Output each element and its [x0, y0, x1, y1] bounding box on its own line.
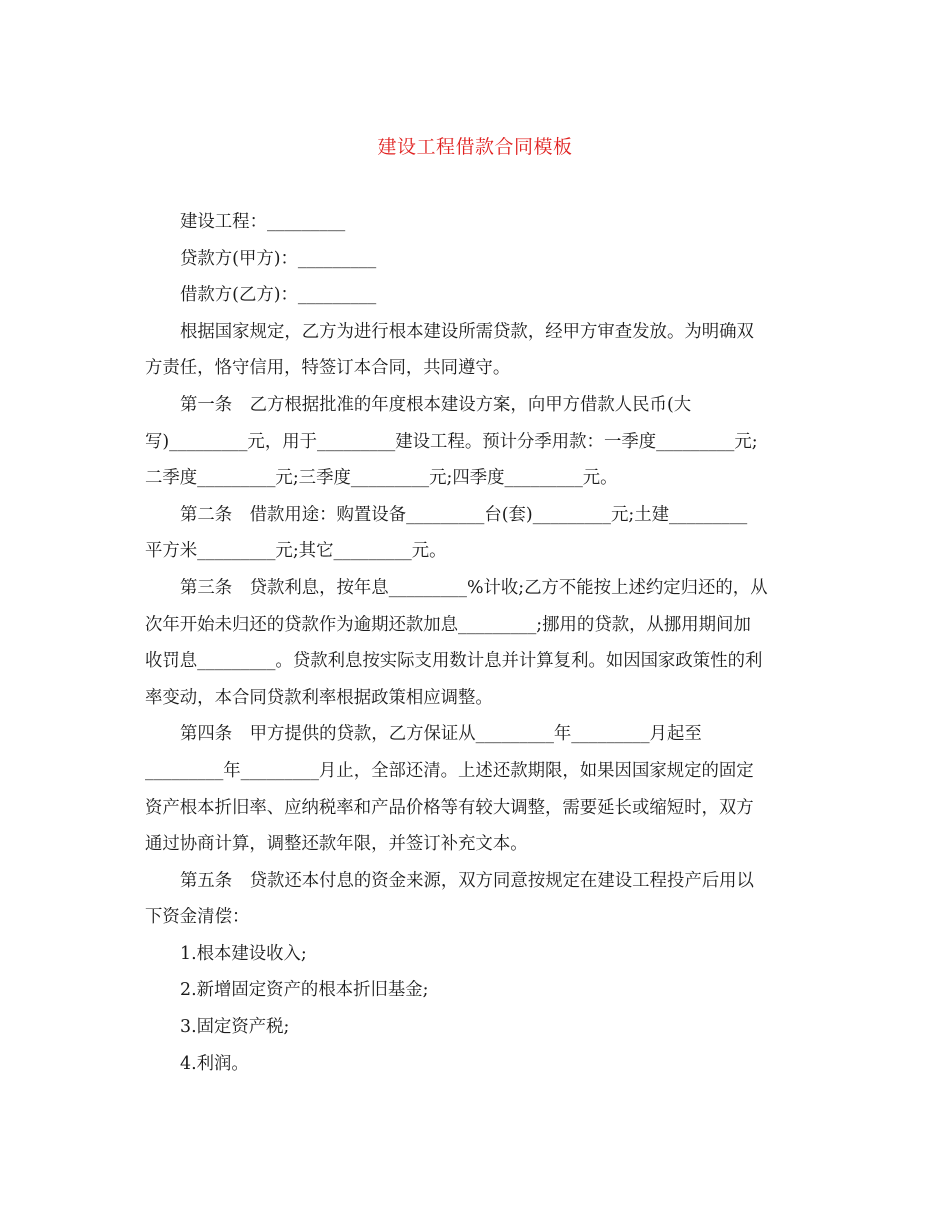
- article2-line-2: 平方米_________元;其它_________元。: [145, 541, 447, 562]
- list-item: 1.根本建设收入;: [180, 943, 307, 964]
- article4-line-1: 第四条 甲方提供的贷款，乙方保证从_________年_________月起至: [180, 724, 702, 745]
- field-lender: 贷款方(甲方)：_________: [180, 248, 377, 269]
- document-title: 建设工程借款合同模板: [377, 136, 573, 158]
- list-item: 4.利润。: [180, 1053, 249, 1074]
- article1-line-3: 二季度_________元;三季度_________元;四季度_________元。: [145, 468, 618, 489]
- article5-line-2: 下资金清偿：: [145, 907, 250, 928]
- article5-line-1: 第五条 贷款还本付息的资金来源，双方同意按规定在建设工程投产后用以: [180, 870, 754, 891]
- list-item: 3.固定资产税;: [180, 1017, 290, 1038]
- list-item: 2.新增固定资产的根本折旧基金;: [180, 980, 429, 1001]
- article2-line-1: 第二条 借款用途：购置设备_________台(套)_________元;土建_________: [180, 504, 748, 525]
- field-construction-project: 建设工程：_________: [180, 212, 346, 232]
- article3-line-3: 收罚息_________。贷款利息按实际支用数计息并计算复利。如因国家政策性的利: [145, 651, 763, 672]
- article1-line-1: 第一条 乙方根据批准的年度根本建设方案，向甲方借款人民币(大: [180, 394, 692, 415]
- article3-line-1: 第三条 贷款利息，按年息_________%计收;乙方不能按上述约定归还的，从: [180, 577, 768, 598]
- article3-line-4: 率变动，本合同贷款利率根据政策相应调整。: [145, 687, 493, 708]
- intro-line-2: 方责任，恪守信用，特签订本合同，共同遵守。: [145, 358, 511, 379]
- field-borrower: 借款方(乙方)：_________: [180, 285, 377, 306]
- article3-line-2: 次年开始未归还的贷款作为逾期还款加息_________;挪用的贷款，从挪用期间加: [145, 614, 751, 635]
- intro-line-1: 根据国家规定，乙方为进行根本建设所需贷款，经甲方审查发放。为明确双: [180, 321, 754, 342]
- article4-line-3: 资产根本折旧率、应纳税率和产品价格等有较大调整，需要延长或缩短时，双方: [145, 797, 754, 818]
- article4-line-2: _________年_________月止，全部还清。上述还款期限，如果因国家规定的固定: [145, 760, 754, 781]
- article1-line-2: 写)_________元，用于_________建设工程。预计分季用款：一季度_________元;: [145, 431, 758, 452]
- article4-line-4: 通过协商计算，调整还款年限，并签订补充文本。: [145, 834, 528, 855]
- document-body: [145, 204, 797, 1082]
